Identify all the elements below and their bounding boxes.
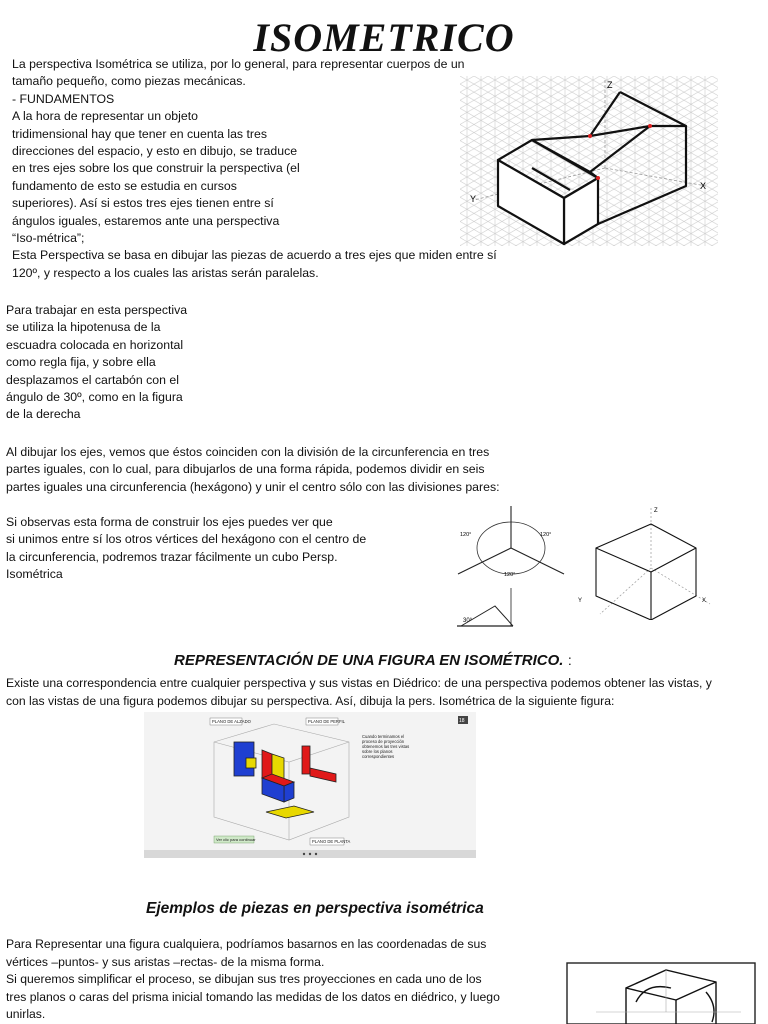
intro-paragraph	[12, 56, 497, 282]
text-line: si unimos entre sí los otros vértices del hexágono con el centro de	[6, 532, 367, 547]
projection-note-line: correspondientes	[362, 754, 395, 759]
text-line: Si observas esta forma de construir los ejes puedes ver que	[6, 515, 333, 529]
text-line: partes iguales, con lo cual, para dibujarlos de una forma rápida, podemos dividir en seis	[6, 462, 485, 477]
text-line: Para Representar una figura cualquiera, podríamos basarnos en las coordenadas de sus	[6, 937, 487, 951]
page-title: ISOMETRICO	[253, 15, 515, 60]
isometric-piece-figure	[460, 76, 718, 246]
text-line: unirlas.	[6, 1007, 46, 1022]
text-line: se utiliza la hipotenusa de la	[6, 320, 161, 335]
projection-note-line: sobre los planos	[362, 749, 393, 754]
projection-slide-image	[144, 712, 476, 858]
label-plano-perfil: PLANO DE PERFIL	[308, 719, 346, 724]
text-line: La perspectiva Isométrica se utiliza, por lo general, para representar cuerpos de un	[12, 57, 465, 71]
cube-axis-y: Y	[578, 598, 583, 604]
section-heading	[174, 652, 572, 670]
text-line: Existe una correspondencia entre cualquier perspectiva y sus vistas en Diédrico: de una perspectiva podemos obtener las vistas, y	[6, 676, 712, 690]
projection-note-line: proceso de proyección	[362, 739, 405, 744]
text-line: Isométrica	[6, 567, 63, 582]
example-piece-figure	[566, 962, 756, 1024]
ruler-paragraph	[6, 302, 187, 424]
text-line: direcciones del espacio, y esto en dibujo, se traduce	[12, 144, 298, 159]
text-line: tridimensional hay que tener en cuenta las tres	[12, 126, 267, 141]
isometric-cube-figure	[578, 504, 718, 620]
text-line: Si queremos simplificar el proceso, se dibujan sus tres proyecciones en cada uno de los	[6, 972, 482, 987]
text-line: partes iguales una circunferencia (hexágono) y unir el centro sólo con las divisiones pares:	[6, 479, 500, 494]
axes-paragraph	[6, 444, 500, 496]
cube-axis-z: Z	[654, 508, 658, 514]
text-line: Para trabajar en esta perspectiva	[6, 303, 188, 317]
text-line: 120º, y respecto a los cuales las aristas serán paralelas.	[12, 265, 319, 280]
text-line: tres planos o caras del prisma inicial tomando las medidas de los datos en diédrico, y luego	[6, 989, 500, 1004]
setsquare-figure	[455, 588, 517, 630]
angle-label-bottom: 120°	[504, 572, 516, 578]
axis-label-y: Y	[470, 194, 477, 204]
text-line: vértices –puntos- y sus aristas –rectas- de la misma forma.	[6, 954, 325, 969]
correspondence-paragraph	[6, 674, 712, 710]
projection-note-line: Cuando terminamos el	[362, 734, 405, 739]
examples-heading: Ejemplos de piezas en perspectiva isométrica	[146, 900, 484, 917]
text-line: Esta Perspectiva se basa en dibujar las piezas de acuerdo a tres ejes que miden entre sí	[12, 248, 497, 263]
text-line: Al dibujar los ejes, vemos que éstos coinciden con la división de la circunferencia en tres	[6, 445, 490, 459]
section-heading-text: REPRESENTACIÓN DE UNA FIGURA EN ISOMÉTRICO.	[174, 652, 564, 669]
label-plano-alzado: PLANO DE ALZADO	[212, 719, 251, 724]
axes-circle-figure	[448, 500, 578, 590]
axis-label-x: X	[700, 181, 707, 191]
text-line: ángulos iguales, estaremos ante una perspectiva	[12, 213, 280, 228]
angle-label-left: 120°	[460, 532, 472, 538]
text-line: A la hora de representar un objeto	[12, 109, 198, 124]
continue-button-label: Ver clic para continuar	[216, 837, 256, 842]
text-line: fundamento de esto se estudia en cursos	[12, 178, 237, 193]
text-line: en tres ejes sobre los que construir la perspectiva (el	[12, 161, 300, 176]
section-heading-suffix: :	[567, 652, 572, 668]
angle-label-right: 120°	[540, 532, 552, 538]
cube-axis-x: X	[702, 598, 707, 604]
examples-paragraph	[6, 936, 500, 1024]
text-line: tamaño pequeño, como piezas mecánicas.	[12, 74, 246, 89]
text-line: “Iso-métrica”;	[12, 231, 85, 246]
text-line: como regla fija, y sobre ella	[6, 355, 156, 370]
hexagon-paragraph	[6, 514, 366, 584]
text-line: desplazamos el cartabón con el	[6, 372, 179, 387]
text-line: ángulo de 30º, como en la figura	[6, 390, 183, 405]
axis-label-z: Z	[607, 80, 613, 90]
setsquare-angle-label: 30°	[463, 618, 473, 624]
text-line: de la derecha	[6, 407, 81, 422]
label-plano-planta: PLANO DE PLANTA	[312, 839, 351, 844]
text-line: superiores). Así si estos tres ejes tienen entre sí	[12, 196, 274, 211]
projection-note-line: obtenemos las tres vistas	[362, 744, 410, 749]
text-line: - FUNDAMENTOS	[12, 91, 115, 106]
text-line: con las vistas de una figura podemos dibujar su perspectiva. Así, dibuja la pers. Isométrica de la siguiente figura:	[6, 694, 615, 708]
text-line: escuadra colocada en horizontal	[6, 337, 184, 352]
text-line: la circunferencia, podremos trazar fácilmente un cubo Persp.	[6, 549, 338, 564]
slide-number: 18	[459, 718, 465, 724]
